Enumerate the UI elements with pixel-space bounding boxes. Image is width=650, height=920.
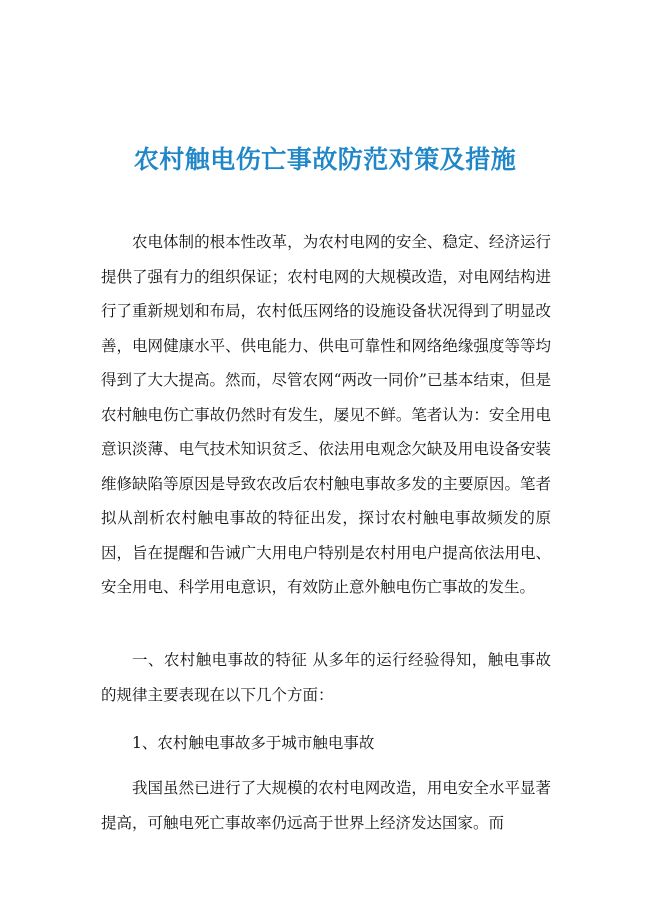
paragraph-intro: 农电体制的根本性改革，为农村电网的安全、稳定、经济运行提供了强有力的组织保证；农村电网的大规模改造，对电网结构进行了重新规划和布局，农村低压网络的设施设备状况得到了明显改善，电网健康水平、供电能力、供电可靠性和网络绝缘强度等等均得到了大大提高。然而，尽管农网“两改一同价”已基本结束，但是农村触电伤亡事故仍然时有发生，屡见不鲜。笔者认为：安全用电意识淡薄、电气技术知识贫乏、依法用电观念欠缺及用电设备安装维修缺陷等原因是导致农改后农村触电事故多发的主要原因。笔者拟从剖析农村触电事故的特征出发，探讨农村触电事故频发的原因，旨在提醒和告诫广大用电户特别是农村用电户提高依法用电、安全用电、科学用电意识，有效防止意外触电伤亡事故的发生。 [101,233,551,596]
paragraph-body: 我国虽然已进行了大规模的农村电网改造，用电安全水平显著提高，可触电死亡事故率仍远高于世界上经济发达国家。而 [101,779,551,832]
paragraph-subheading: 1、农村触电事故多于城市触电事故 [132,734,375,752]
document-title: 农村触电伤亡事故防范对策及措施 [133,145,517,174]
paragraph-section-heading: 一、农村触电事故的特征 从多年的运行经验得知，触电事故的规律主要表现在以下几个方面： [101,651,551,704]
